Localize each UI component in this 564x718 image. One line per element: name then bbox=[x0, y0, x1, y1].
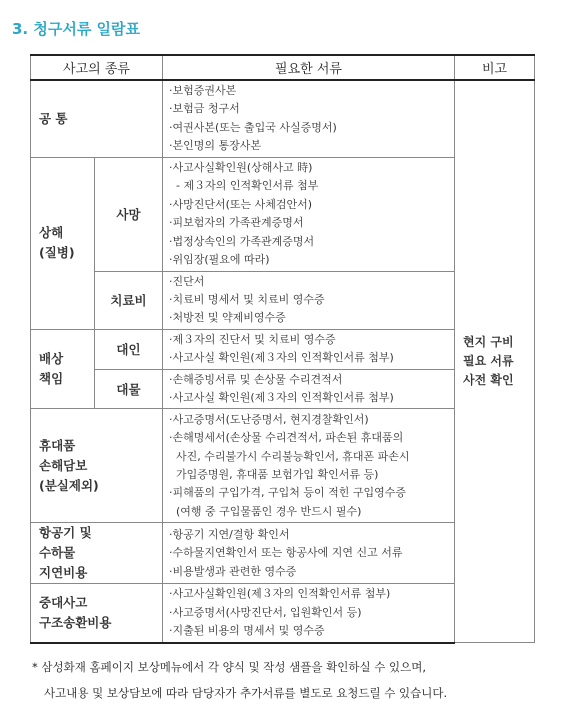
docs-rescue bbox=[163, 584, 455, 643]
doc-line: 가입증명원, 휴대품 보험가입 확인서류 등) bbox=[169, 467, 379, 481]
sub-death: 사망 bbox=[95, 157, 163, 271]
doc-line: ·피해품의 구입가격, 구입처 등이 적힌 구입영수증 bbox=[169, 486, 406, 500]
doc-line: ·피보험자의 가족관계증명서 bbox=[169, 216, 304, 230]
doc-line: ·제３자의 진단서 및 치료비 영수증 bbox=[169, 332, 336, 346]
footnote-line-1: * 삼성화재 홈페이지 보상메뉴에서 각 양식 및 작성 샘플을 확인하실 수 있으며, bbox=[32, 660, 426, 674]
doc-line: ·손해명세서(손상물 수리견적서, 파손된 휴대품의 bbox=[169, 431, 404, 445]
doc-line: 사진, 수리불가시 수리불능확인서, 휴대폰 파손시 bbox=[169, 449, 410, 463]
header-type: 사고의 종류 bbox=[31, 55, 163, 80]
sub-medical: 치료비 bbox=[95, 271, 163, 329]
docs-death bbox=[163, 157, 455, 271]
header-note: 비고 bbox=[455, 55, 535, 80]
footnote-line-2: 사고내용 및 보상담보에 따라 담당자가 추가서류를 별도로 요청드릴 수 있습니다. bbox=[44, 686, 448, 700]
category-rescue: 중대사고 구조송환비용 bbox=[31, 584, 163, 643]
doc-line: (여행 중 구입물품인 경우 반드시 필수) bbox=[169, 504, 362, 518]
doc-line: ·위임장(필요에 따라) bbox=[169, 252, 270, 266]
doc-line: - 제３자의 인적확인서류 첨부 bbox=[169, 179, 319, 193]
sub-property: 대물 bbox=[95, 369, 163, 409]
doc-line: ·사고증명서(도난증명서, 현지경찰확인서) bbox=[169, 412, 369, 426]
docs-common bbox=[163, 80, 455, 157]
doc-line: ·사고사실확인원(상해사고 時) bbox=[169, 160, 313, 174]
doc-line: ·지출된 비용의 명세서 및 영수증 bbox=[169, 624, 325, 638]
doc-line: ·사고사실확인원(제３자의 인적확인서류 첨부) bbox=[169, 587, 391, 601]
footnote bbox=[32, 654, 447, 706]
category-common: 공 통 bbox=[31, 80, 163, 157]
docs-property bbox=[163, 369, 455, 409]
doc-line: ·진단서 bbox=[169, 274, 205, 288]
category-belongings: 휴대품 손해담보 (분실제외) bbox=[31, 409, 163, 523]
category-injury: 상해 (질병) bbox=[31, 157, 95, 329]
note-text: 현지 구비 필요 서류 사전 확인 bbox=[463, 335, 514, 388]
doc-line: ·치료비 명세서 및 치료비 영수증 bbox=[169, 293, 325, 307]
doc-line: ·처방전 및 약제비영수증 bbox=[169, 311, 286, 325]
section-title: 3. 청구서류 일람표 bbox=[12, 20, 141, 38]
table-header-row bbox=[31, 55, 535, 80]
doc-line: ·여권사본(또는 출입국 사실증명서) bbox=[169, 120, 337, 134]
docs-medical bbox=[163, 271, 455, 329]
table-row bbox=[31, 80, 535, 157]
header-docs: 필요한 서류 bbox=[163, 55, 455, 80]
docs-belongings bbox=[163, 409, 455, 523]
doc-line: ·보험증권사본 bbox=[169, 84, 237, 97]
doc-line: ·보험금 청구서 bbox=[169, 102, 240, 116]
doc-line: ·손해증빙서류 및 손상물 수리견적서 bbox=[169, 372, 343, 386]
claim-documents-table bbox=[30, 54, 535, 644]
doc-line: ·사고사실 확인원(제３자의 인적확인서류 첨부) bbox=[169, 351, 394, 365]
doc-line: ·법정상속인의 가족관계증명서 bbox=[169, 234, 315, 248]
doc-line: ·항공기 지연/결항 확인서 bbox=[169, 527, 290, 541]
doc-line: ·사고증명서(사망진단서, 입원확인서 등) bbox=[169, 605, 362, 619]
doc-line: ·수하물지연확인서 또는 항공사에 지연 신고 서류 bbox=[169, 546, 403, 560]
docs-bodily bbox=[163, 329, 455, 369]
category-delay: 항공기 및 수하물 지연비용 bbox=[31, 523, 163, 584]
doc-line: ·비용발생과 관련한 영수증 bbox=[169, 564, 297, 578]
doc-line: ·사고사실 확인원(제３자의 인적확인서류 첨부) bbox=[169, 391, 394, 405]
docs-delay bbox=[163, 523, 455, 584]
doc-line: ·본인명의 통장사본 bbox=[169, 139, 262, 153]
note-cell bbox=[455, 80, 535, 643]
sub-bodily: 대인 bbox=[95, 329, 163, 369]
doc-line: ·사망진단서(또는 사체검안서) bbox=[169, 197, 313, 211]
category-liability: 배상 책임 bbox=[31, 329, 95, 409]
